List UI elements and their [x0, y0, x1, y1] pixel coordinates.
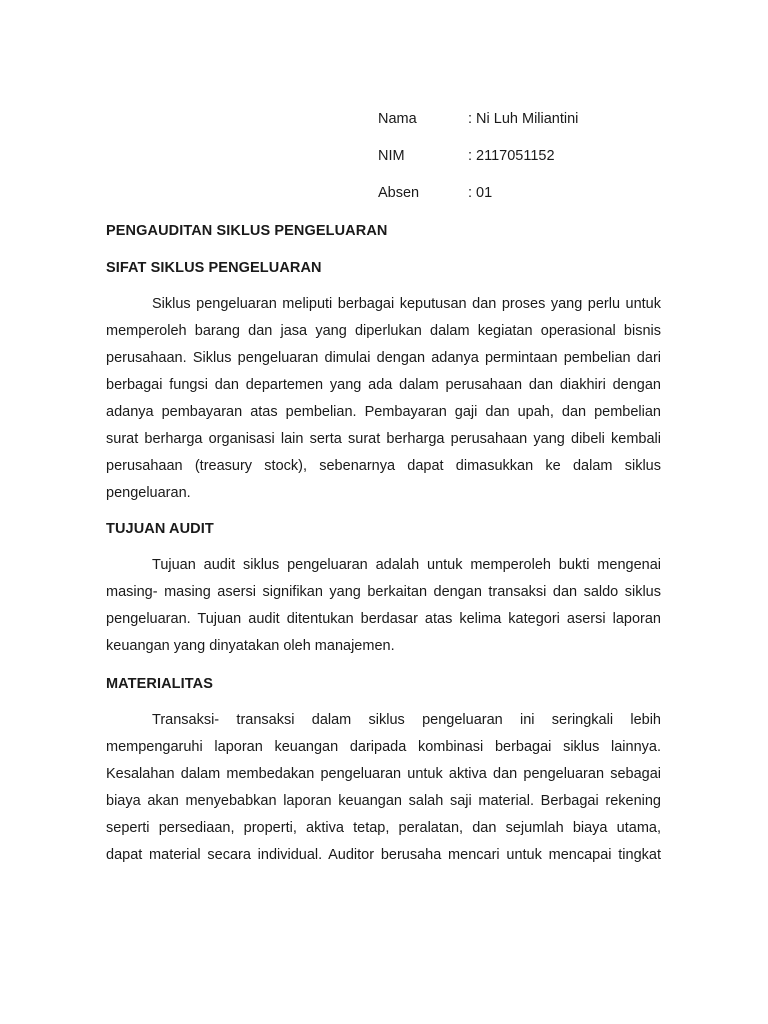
paragraph-line: pengeluaran. Tujuan audit ditentukan berdasar atas kelima kategori asersi laporan	[106, 611, 661, 627]
section-paragraph-sifat	[106, 291, 661, 507]
paragraph-line: pengeluaran.	[106, 485, 191, 501]
paragraph-line: Transaksi- transaksi dalam siklus pengeluaran ini seringkali lebih	[152, 712, 661, 728]
identity-row-nim	[378, 146, 678, 183]
absen-value: : 01	[468, 185, 493, 201]
paragraph-line: memperoleh barang dan jasa yang diperlukan dalam kegiatan operasional bisnis	[106, 323, 661, 339]
paragraph-line: berbagai fungsi dan departemen yang ada dalam perusahaan dan diakhiri dengan	[106, 377, 661, 393]
paragraph-line: Tujuan audit siklus pengeluaran adalah untuk memperoleh bukti mengenai	[152, 557, 661, 573]
nim-value: : 2117051152	[468, 148, 555, 164]
identity-block	[378, 109, 678, 220]
paragraph-line: perusahaan. Siklus pengeluaran dimulai dengan adanya permintaan pembelian dari	[106, 350, 661, 366]
nim-label: NIM	[378, 148, 405, 164]
section-heading-sifat: SIFAT SIKLUS PENGELUARAN	[106, 260, 322, 276]
absen-label: Absen	[378, 185, 420, 201]
identity-row-absen	[378, 183, 678, 220]
nama-value: : Ni Luh Miliantini	[468, 111, 579, 127]
paragraph-line: Kesalahan dalam membedakan pengeluaran untuk aktiva dan pengeluaran sebagai	[106, 766, 661, 782]
paragraph-line: masing- masing asersi signifikan yang berkaitan dengan transaksi dan saldo siklus	[106, 584, 661, 600]
paragraph-line: seperti persediaan, properti, aktiva tetap, peralatan, dan sejumlah biaya utama,	[106, 820, 661, 836]
paragraph-line: Siklus pengeluaran meliputi berbagai keputusan dan proses yang perlu untuk	[152, 296, 661, 312]
paragraph-line: dapat material secara individual. Auditor berusaha mencari untuk mencapai tingkat	[106, 847, 661, 863]
identity-row-nama	[378, 109, 678, 146]
paragraph-line: perusahaan (treasury stock), sebenarnya dapat dimasukkan ke dalam siklus	[106, 458, 661, 474]
paragraph-line: adanya pembayaran atas pembelian. Pembayaran gaji dan upah, dan pembelian	[106, 404, 661, 420]
paragraph-line: mempengaruhi laporan keuangan daripada kombinasi berbagai siklus lainnya.	[106, 739, 661, 755]
paragraph-line: keuangan yang dinyatakan oleh manajemen.	[106, 638, 395, 654]
section-heading-tujuan: TUJUAN AUDIT	[106, 521, 214, 537]
nama-label: Nama	[378, 111, 417, 127]
paragraph-line: surat berharga organisasi lain serta surat berharga perusahaan yang dibeli kembali	[106, 431, 661, 447]
document-title: PENGAUDITAN SIKLUS PENGELUARAN	[106, 223, 388, 239]
section-heading-materialitas: MATERIALITAS	[106, 676, 213, 692]
section-paragraph-materialitas	[106, 707, 661, 869]
paragraph-line: biaya akan menyebabkan laporan keuangan salah saji material. Berbagai rekening	[106, 793, 661, 809]
section-paragraph-tujuan	[106, 552, 661, 660]
